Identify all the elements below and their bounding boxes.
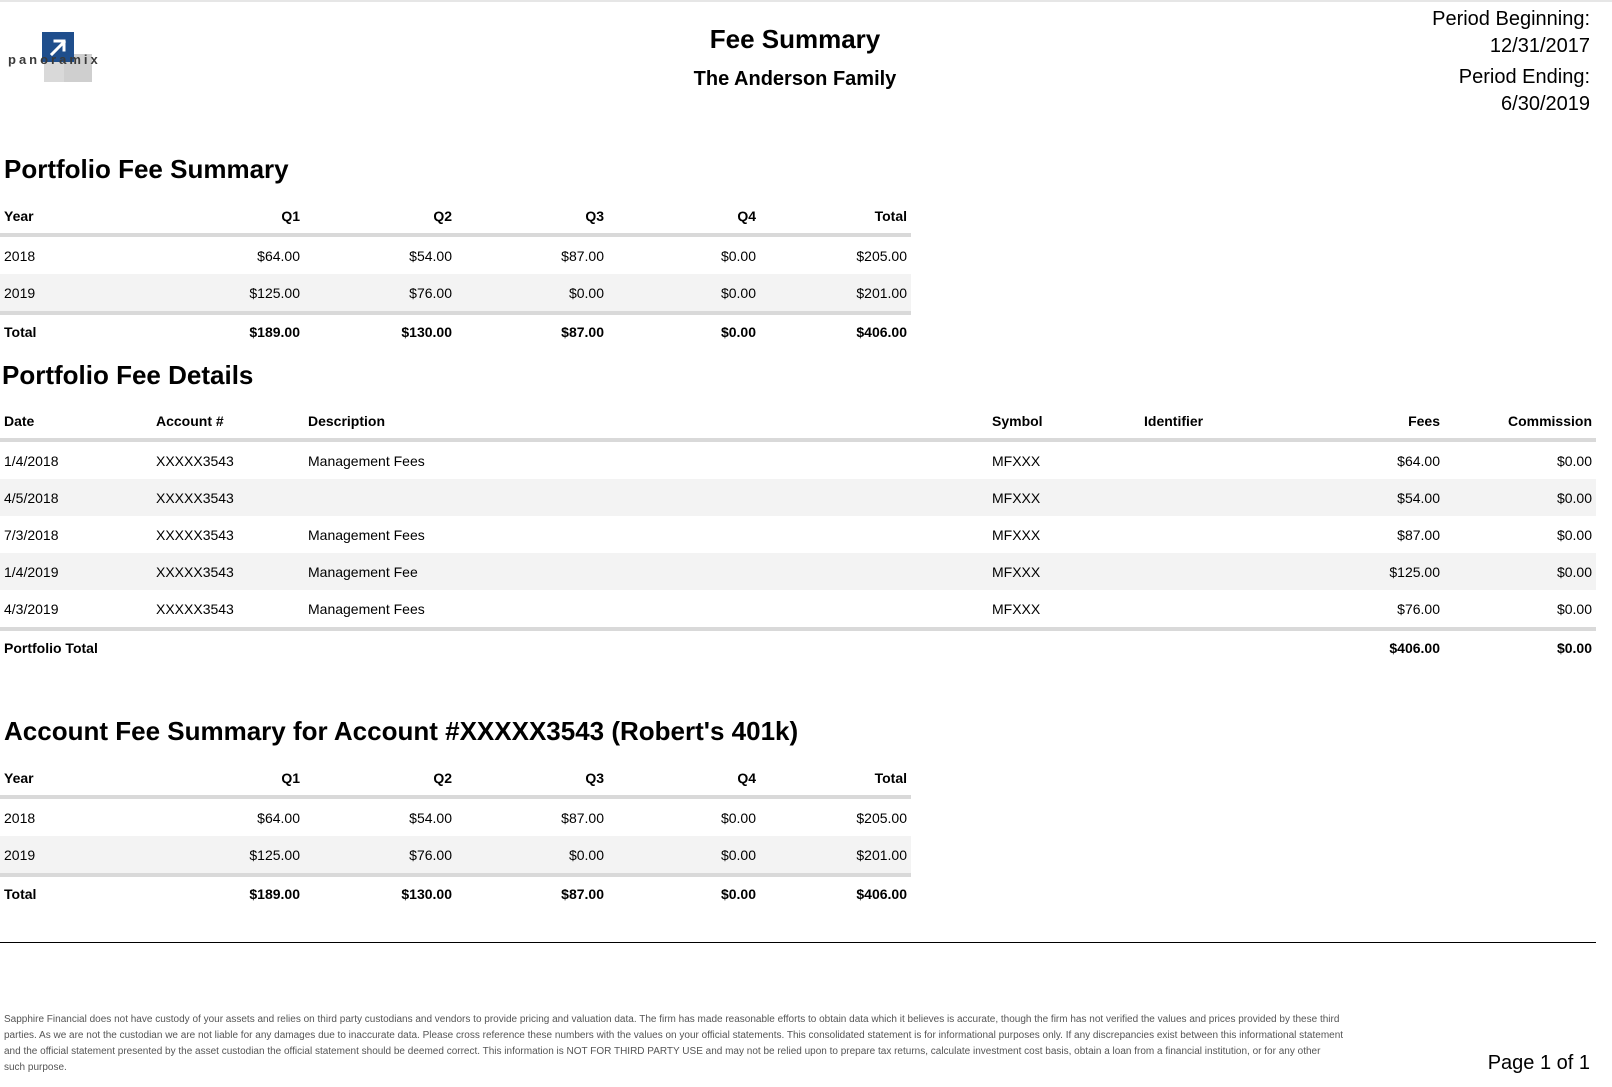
column-header: Q2 xyxy=(304,199,456,235)
table-cell: XXXXX3543 xyxy=(156,526,234,543)
table-row xyxy=(0,797,911,836)
column-header: Q4 xyxy=(608,761,760,797)
period-beginning-value: 12/31/2017 xyxy=(1489,35,1590,57)
table-cell xyxy=(304,629,988,665)
disclaimer-text: Sapphire Financial does not have custody of your assets and relies on third party custodians and vendors to provide pricing and valuation data. The firm has made reasonable efforts to obtain data which it believes is accurate, though the firm has not verified the values and prices provided by these third parties. As we are not the custodian we are not liable for any damages due to inaccurate data. Please cross reference these numbers with the values on your official statements. This consolidated statement is for informational purposes only. If any discrepancies exist between this informational statement and the official statement presented by the asset custodian the official statement should be deemed correct. This information is NOT FOR THIRD PARTY USE and may not be relied upon to prepare tax returns, calculate investment cost basis, obtain a loan from a financial institution, or for any other such purpose. xyxy=(4,1014,1344,1073)
table-cell: $0.00 xyxy=(720,247,756,264)
portfolio-summary-title: Portfolio Fee Summary xyxy=(4,154,289,184)
table-cell: 4/3/2019 xyxy=(4,600,59,617)
table-cell: $189.00 xyxy=(152,313,304,349)
column-header: Year xyxy=(0,761,152,797)
table-cell: $0.00 xyxy=(1444,629,1596,665)
column-header: Description xyxy=(304,404,988,440)
table-cell: $76.00 xyxy=(1397,600,1440,617)
table-total-row xyxy=(0,875,911,911)
column-header: Fees xyxy=(1292,404,1444,440)
table-cell: 1/4/2018 xyxy=(4,452,59,469)
table-cell: $125.00 xyxy=(1292,553,1444,590)
table-cell: $0.00 xyxy=(720,809,756,826)
table-cell: 2019 xyxy=(0,274,152,313)
table-cell: $76.00 xyxy=(304,274,456,313)
table-row xyxy=(0,274,911,313)
table-cell: $54.00 xyxy=(1292,479,1444,516)
table-cell: XXXXX3543 xyxy=(152,479,304,516)
table-row xyxy=(0,479,1596,516)
table-cell: Total xyxy=(0,313,152,349)
table-cell: $201.00 xyxy=(760,274,911,313)
table-header-row xyxy=(0,761,911,797)
table-cell: Total xyxy=(0,875,152,911)
table-cell: $64.00 xyxy=(257,809,300,826)
table-cell: $0.00 xyxy=(1444,553,1596,590)
table-cell: Management Fees xyxy=(308,452,425,469)
table-header-row xyxy=(0,199,911,235)
table-cell: MFXXX xyxy=(988,479,1140,516)
period-ending-value: 6/30/2019 xyxy=(1501,93,1590,115)
column-header: Date xyxy=(0,404,152,440)
table-cell: 7/3/2018 xyxy=(4,526,59,543)
column-header: Commission xyxy=(1444,404,1596,440)
table-cell: $87.00 xyxy=(456,875,608,911)
period-beginning-label: Period Beginning: xyxy=(1432,8,1590,30)
table-cell: Management Fees xyxy=(308,526,425,543)
column-header: Total xyxy=(760,199,911,235)
table-cell xyxy=(1140,516,1292,553)
table-cell xyxy=(1140,553,1292,590)
table-cell: $189.00 xyxy=(152,875,304,911)
table-cell: $54.00 xyxy=(409,809,452,826)
table-cell: $0.00 xyxy=(608,313,760,349)
table-cell: XXXXX3543 xyxy=(156,452,234,469)
column-header: Q3 xyxy=(456,761,608,797)
period-block xyxy=(1432,6,1590,118)
table-cell: $125.00 xyxy=(152,274,304,313)
column-header: Symbol xyxy=(988,404,1140,440)
table-cell: $0.00 xyxy=(1556,452,1592,469)
table-cell: $130.00 xyxy=(304,313,456,349)
table-header-row xyxy=(0,404,1596,440)
report-subtitle: The Anderson Family xyxy=(693,68,897,90)
table-cell: $130.00 xyxy=(304,875,456,911)
footer-divider xyxy=(0,942,1596,943)
table-total-row xyxy=(0,313,911,349)
table-cell: $0.00 xyxy=(456,836,608,875)
table-cell xyxy=(988,629,1140,665)
table-cell: 2019 xyxy=(0,836,152,875)
table-cell: $0.00 xyxy=(608,274,760,313)
table-cell: $0.00 xyxy=(456,274,608,313)
logo-wordmark: panoramix xyxy=(8,52,101,67)
report-title: Fee Summary xyxy=(709,24,881,54)
table-cell: $0.00 xyxy=(1556,600,1592,617)
top-rule xyxy=(0,0,1612,2)
table-cell: $201.00 xyxy=(760,836,911,875)
table-cell: Portfolio Total xyxy=(0,629,152,665)
table-cell: 4/5/2018 xyxy=(0,479,152,516)
table-cell xyxy=(1140,479,1292,516)
table-row xyxy=(0,553,1596,590)
table-row xyxy=(0,516,1596,553)
table-cell: Management Fees xyxy=(308,600,425,617)
table-cell: $0.00 xyxy=(1444,479,1596,516)
table-cell: XXXXX3543 xyxy=(152,553,304,590)
table-cell: $64.00 xyxy=(257,247,300,264)
table-cell: $87.00 xyxy=(561,247,604,264)
table-cell xyxy=(1140,590,1292,629)
table-cell: MFXXX xyxy=(992,452,1041,469)
column-header: Year xyxy=(0,199,152,235)
column-header: Q3 xyxy=(456,199,608,235)
column-header: Q1 xyxy=(152,761,304,797)
table-cell: $64.00 xyxy=(1397,452,1440,469)
table-cell: MFXXX xyxy=(992,526,1041,543)
table-cell: MFXXX xyxy=(992,600,1041,617)
table-cell: $125.00 xyxy=(152,836,304,875)
portfolio-summary-table xyxy=(0,199,911,349)
table-row xyxy=(0,590,1596,629)
table-cell: $205.00 xyxy=(856,247,907,264)
table-cell: $0.00 xyxy=(1556,526,1592,543)
table-cell: $0.00 xyxy=(608,836,760,875)
table-cell: MFXXX xyxy=(988,553,1140,590)
column-header: Account # xyxy=(152,404,304,440)
table-cell: $87.00 xyxy=(561,809,604,826)
table-cell xyxy=(1140,629,1292,665)
portfolio-details-title: Portfolio Fee Details xyxy=(2,360,254,390)
column-header: Q1 xyxy=(152,199,304,235)
portfolio-details-table xyxy=(0,404,1596,665)
table-total-row xyxy=(0,629,1596,665)
table-cell: $406.00 xyxy=(1292,629,1444,665)
table-row xyxy=(0,235,911,274)
table-cell: 2018 xyxy=(4,247,36,264)
table-cell: XXXXX3543 xyxy=(156,600,234,617)
table-cell: $54.00 xyxy=(409,247,452,264)
table-cell: $406.00 xyxy=(760,313,911,349)
account-summary-table xyxy=(0,761,911,911)
table-cell: 1/4/2019 xyxy=(0,553,152,590)
table-cell: Management Fee xyxy=(304,553,988,590)
table-cell xyxy=(152,629,304,665)
table-cell: $406.00 xyxy=(760,875,911,911)
column-header: Q2 xyxy=(304,761,456,797)
table-row xyxy=(0,836,911,875)
column-header: Total xyxy=(760,761,911,797)
table-cell: $87.00 xyxy=(456,313,608,349)
table-row xyxy=(0,440,1596,479)
column-header: Identifier xyxy=(1140,404,1292,440)
page-number: Page 1 of 1 xyxy=(1487,1052,1590,1074)
table-cell: $205.00 xyxy=(856,809,907,826)
table-cell xyxy=(1140,440,1292,479)
period-ending-label: Period Ending: xyxy=(1458,66,1590,88)
table-cell: $0.00 xyxy=(608,875,760,911)
account-summary-title: Account Fee Summary for Account #XXXXX3543 (Robert's 401k) xyxy=(4,716,799,746)
table-cell: $87.00 xyxy=(1397,526,1440,543)
table-cell: $76.00 xyxy=(304,836,456,875)
table-cell: 2018 xyxy=(4,809,36,826)
column-header: Q4 xyxy=(608,199,760,235)
table-cell xyxy=(304,479,988,516)
